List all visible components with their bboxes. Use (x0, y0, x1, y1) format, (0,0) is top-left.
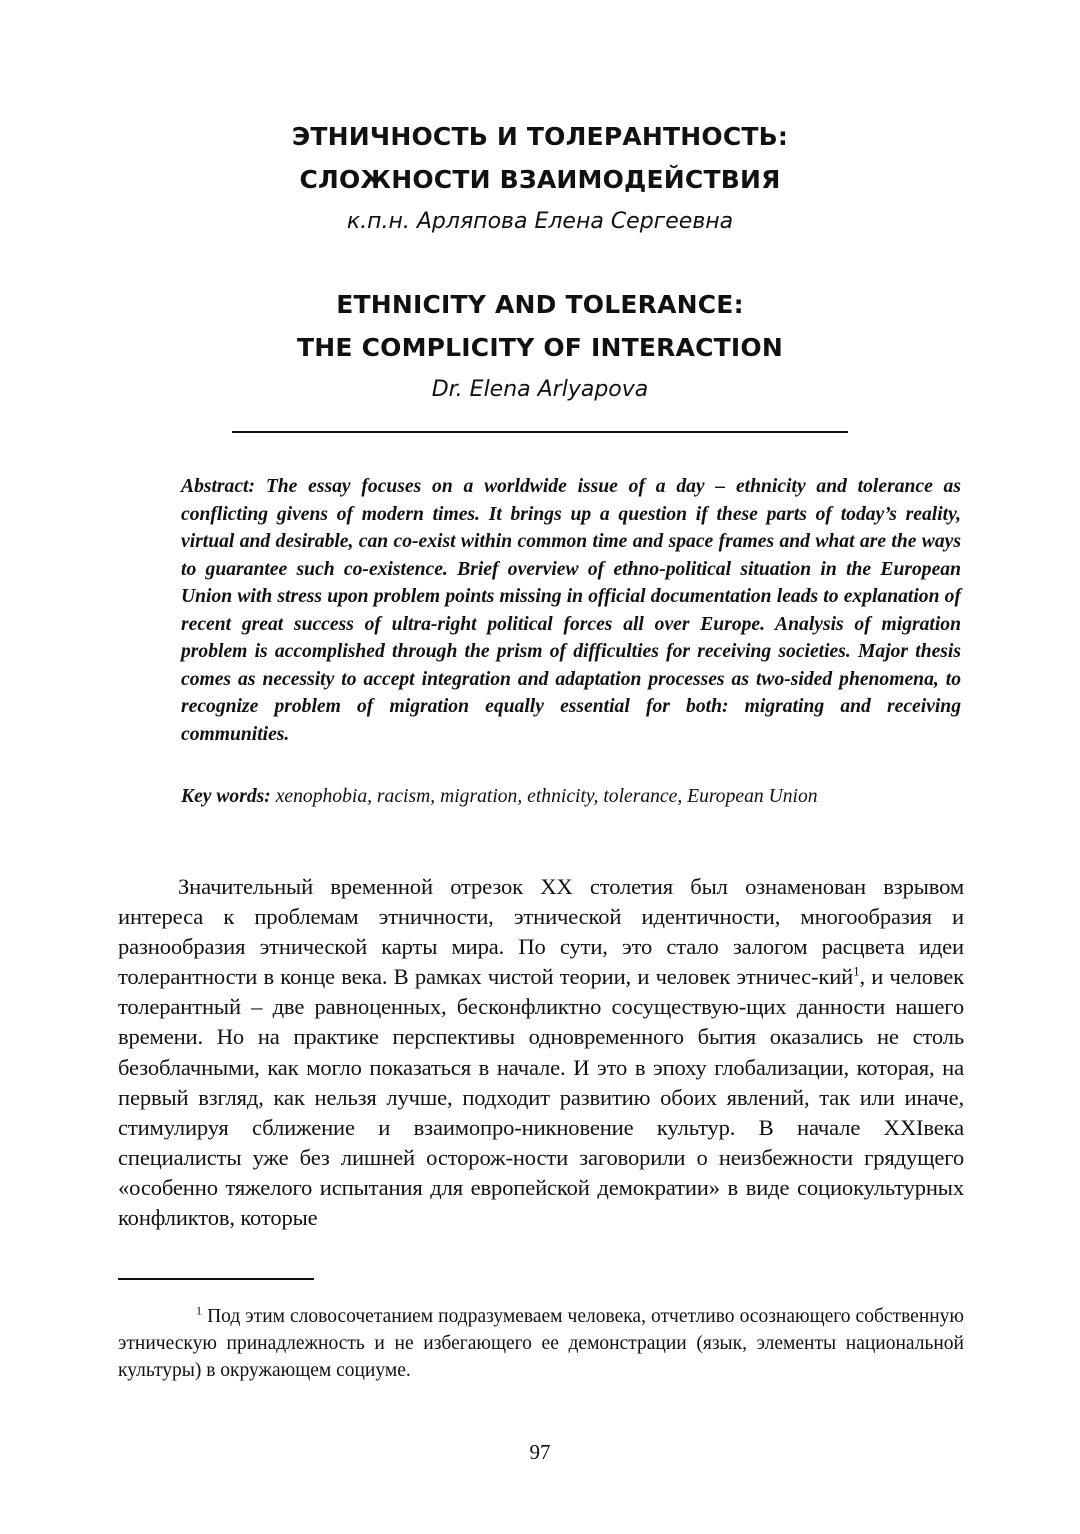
footnote-separator-rule (118, 1278, 314, 1280)
keywords-label: Key words: (181, 786, 271, 807)
russian-author: к.п.н. Арляпова Елена Сергеевна (346, 209, 734, 234)
keywords (181, 783, 971, 811)
abstract (181, 473, 961, 748)
body-text-part-1: Значительный временной отрезок XX столетия был ознаменован взрывом интереса к проблемам этничности, этнической идентичности, многообразия и разнообразия этнической карты мира. По сути, это стало залогом расцвета идеи толерантности в конце века. В рамках чистой теории, и человек этничес-кий (118, 874, 964, 990)
footnote-reference: 1 (853, 963, 860, 979)
title-separator-rule (232, 431, 848, 433)
russian-title-line-1: ЭТНИЧНОСТЬ И ТОЛЕРАНТНОСТЬ: (291, 122, 789, 151)
footnote-text: Под этим словосочетанием подразумеваем человека, отчетливо осознающего собственную этническую принадлежность и не избегающего ее демонстрации (язык, элементы национальной культуры) в окружающем социуме. (118, 1306, 965, 1381)
english-author: Dr. Elena Arlyapova (431, 377, 649, 402)
body-text-part-2: , и человек толерантный – две равноценных, бесконфликтно сосуществую-щих данности нашего времени. Но на практике перспективы одновременного бытия оказались не столь безоблачными, как могло показаться в начале. И это в эпоху глобализации, которая, на первый взгляд, как нельзя лучше, подходит развитию обоих явлений, так или иначе, стимулируя сближение и взаимопро-никновение культур. В начале XXIвека специалисты уже без лишней осторож-ности заговорили о неизбежности грядущего «особенно тяжелого испытания для европейской демократии» в виде социокультурных конфликтов, которые (118, 964, 965, 1231)
page-number: 97 (529, 1440, 551, 1464)
abstract-text: The essay focuses on a worldwide issue of a day – ethnicity and tolerance as conflicting givens of modern times. It brings up a question if these parts of today’s reality, virtual and desirable, can co-exist within common time and space frames and what are the ways to guarantee such co-existence. Brief overview of ethno-political situation in the European Union with stress upon problem points missing in official documentation leads to explanation of recent great success of ultra-right political forces all over Europe. Analysis of migration problem is accomplished through the prism of difficulties for receiving societies. Major thesis comes as necessity to accept integration and adaptation processes as two-sided phenomena, to recognize problem of migration equally essential for both: migrating and receiving communities. (181, 476, 961, 745)
abstract-label: Abstract: (181, 476, 256, 497)
keywords-text: xenophobia, racism, migration, ethnicity, tolerance, European Union (275, 786, 818, 807)
english-title-line-2: THE COMPLICITY OF INTERACTION (297, 333, 783, 362)
footnote (118, 1303, 964, 1384)
footnote-number: 1 (196, 1303, 202, 1318)
english-title-line-1: ETHNICITY AND TOLERANCE: (336, 290, 744, 319)
body-paragraph (118, 872, 964, 1233)
russian-title-line-2: СЛОЖНОСТИ ВЗАИМОДЕЙСТВИЯ (299, 165, 781, 194)
